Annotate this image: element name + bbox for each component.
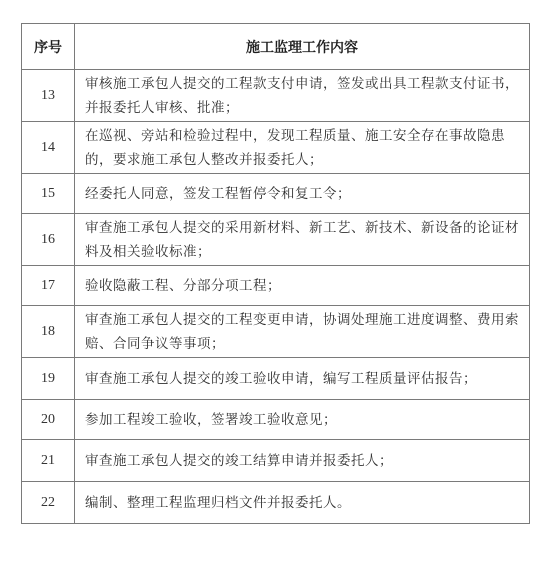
row-number: 16: [22, 214, 75, 266]
row-number: 18: [22, 306, 75, 358]
row-number: 22: [22, 482, 75, 524]
table-row: [22, 174, 530, 214]
table-row: [22, 70, 530, 122]
row-content: 编制、整理工程监理归档文件并报委托人。: [75, 482, 530, 524]
row-number: 15: [22, 174, 75, 214]
row-content: 审查施工承包人提交的工程变更申请，协调处理施工进度调整、费用索赔、合同争议等事项；: [75, 306, 530, 358]
table-row: [22, 482, 530, 524]
column-header-content: 施工监理工作内容: [75, 24, 530, 70]
row-number: 14: [22, 122, 75, 174]
row-content: 验收隐蔽工程、分部分项工程；: [75, 266, 530, 306]
table-row: [22, 400, 530, 440]
row-number: 17: [22, 266, 75, 306]
row-number: 19: [22, 358, 75, 400]
table-header-row: [22, 24, 530, 70]
table-row: [22, 214, 530, 266]
row-content: 在巡视、旁站和检验过程中，发现工程质量、施工安全存在事故隐患的，要求施工承包人整改并报委托人；: [75, 122, 530, 174]
table-row: [22, 306, 530, 358]
table-row: [22, 440, 530, 482]
row-content: 审查施工承包人提交的竣工验收申请，编写工程质量评估报告；: [75, 358, 530, 400]
row-content: 经委托人同意，签发工程暂停令和复工令；: [75, 174, 530, 214]
row-content: 审核施工承包人提交的工程款支付申请，签发或出具工程款支付证书，并报委托人审核、批准；: [75, 70, 530, 122]
supervision-work-table: [21, 23, 530, 524]
column-header-no: 序号: [22, 24, 75, 70]
table-row: [22, 122, 530, 174]
table-row: [22, 266, 530, 306]
row-number: 13: [22, 70, 75, 122]
row-content: 参加工程竣工验收，签署竣工验收意见；: [75, 400, 530, 440]
row-content: 审查施工承包人提交的采用新材料、新工艺、新技术、新设备的论证材料及相关验收标准；: [75, 214, 530, 266]
row-number: 20: [22, 400, 75, 440]
table-row: [22, 358, 530, 400]
row-number: 21: [22, 440, 75, 482]
row-content: 审查施工承包人提交的竣工结算申请并报委托人；: [75, 440, 530, 482]
